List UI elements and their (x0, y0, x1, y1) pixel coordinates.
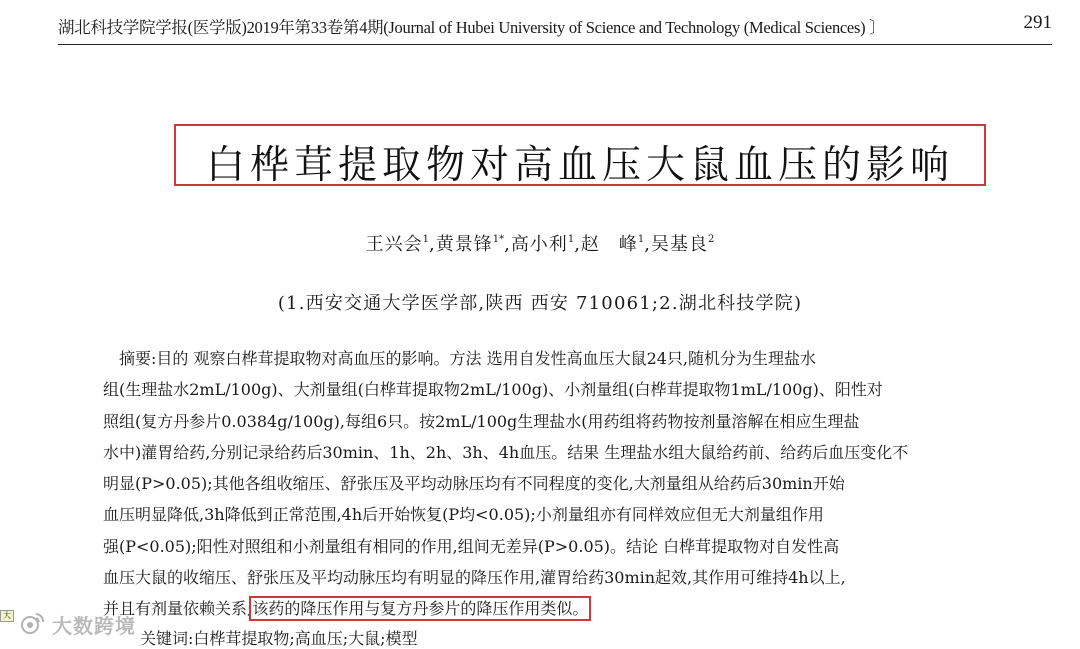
abstract-line: 明显(P>0.05);其他各组收缩压、舒张压及平均动脉压均有不同程度的变化,大剂量组从给药后30min开始 (103, 474, 845, 494)
keywords: 关键词:白桦茸提取物;高血压;大鼠;模型 (140, 629, 418, 648)
title-highlight-box (174, 124, 986, 186)
running-header (58, 12, 1052, 45)
watermark-text: 大数跨境 (52, 614, 136, 638)
abstract-line: 血压大鼠的收缩压、舒张压及平均动脉压均有明显的降压作用,灌胃给药30min起效,其作用可维持4h以上, (103, 568, 846, 588)
abstract-line: 摘要:目的 观察白桦茸提取物对高血压的影响。方法 选用自发性高血压大鼠24只,随机分为生理盐水 (103, 349, 817, 368)
abstract (103, 343, 1023, 625)
abstract-line: 照组(复方丹参片0.0384g/100g),每组6只。按2mL/100g生理盐水(用药组将药物按剂量溶解在相应生理盐 (103, 411, 860, 431)
article-title: 白桦茸提取物对高血压大鼠血压的影响 (205, 143, 954, 188)
page-number: 291 (1023, 12, 1052, 33)
abstract-line (103, 593, 1023, 624)
author-name: 黄景锋 (435, 234, 493, 255)
author-name: 王兴会 (365, 234, 423, 255)
abstract-line: 组(生理盐水2mL/100g)、大剂量组(白桦茸提取物2mL/100g)、小剂量组(白桦茸提取物1mL/100g)、阳性对 (103, 380, 883, 400)
author-affil-mark: 1 (567, 234, 575, 245)
affiliation: (1.西安交通大学医学部,陕西 西安 710061;2.湖北科技学院) (277, 293, 803, 314)
author-affil-mark: 1 (422, 234, 429, 245)
author-list: 王兴会$^1$,黄景锋$^{1*}$,高小利$^1$,赵 峰$^1$,吴基良$^2$ (365, 234, 715, 255)
abstract-line: 强(P<0.05);阳性对照组和小剂量组有相同的作用,组间无差异(P>0.05)。结论 白桦茸提取物对自发性高 (103, 536, 840, 556)
author-name: 赵 峰 (580, 234, 638, 255)
abstract-line: 水中)灌胃给药,分别记录给药后30min、1h、2h、3h、4h血压。结果 生理盐水组大鼠给药前、给药后血压变化不 (103, 442, 909, 462)
highlighted-conclusion: 该药的降压作用与复方丹参片的降压作用类似。 (252, 599, 589, 619)
watermark-tag: 大 (0, 610, 14, 622)
watermark (0, 606, 150, 642)
author-affil-mark: 1* (492, 234, 505, 245)
author-name: 高小利 (510, 234, 568, 255)
abstract-line: 血压明显降低,3h降低到正常范围,4h后开始恢复(P均<0.05);小剂量组亦有同样效应但无大剂量组作用 (103, 505, 824, 525)
author-affil-mark: 1 (637, 234, 645, 245)
journal-citation: 湖北科技学院学报(医学版)2019年第33卷第4期(Journal of Hubei University of Science and Technology (Medical Sciences) 〕 (58, 18, 886, 37)
author-affil-mark: 2 (708, 234, 715, 245)
weibo-logo-icon (20, 610, 46, 636)
author-name: 吴基良 (651, 234, 709, 255)
abstract-text: 并且有剂量依赖关系; (103, 599, 253, 619)
